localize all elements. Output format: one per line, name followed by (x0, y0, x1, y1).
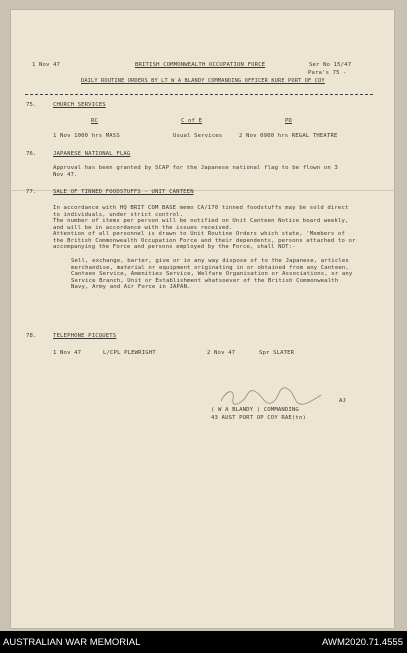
section-number: 78. (26, 333, 37, 339)
section-number: 77. (26, 189, 37, 195)
section-title: JAPANESE NATIONAL FLAG (53, 151, 131, 157)
service-pd: 2 Nov 0900 hrs REGAL THEATRE (239, 133, 338, 139)
orders-heading: DAILY ROUTINE ORDERS BY LT W A BLANDY COMMANDING OFFICER KURE PORT OF COY (81, 78, 325, 84)
header-date: 1 Nov 47 (32, 62, 61, 68)
signature-name: ( W A BLANDY ) COMMANDING (211, 407, 299, 413)
picquet-date: 2 Nov 47 (207, 350, 236, 356)
picquet-date: 1 Nov 47 (53, 350, 82, 356)
section-title: CHURCH SERVICES (53, 102, 106, 108)
column-header-pd: PD (285, 118, 293, 124)
service-c-of-e: Usual Services (173, 133, 223, 139)
section-body: In accordance with HQ BRIT COM BASE memo CA/170 tinned foodstuffs may be sold direct to individuals, under strict control. (53, 205, 349, 218)
section-body-quote: Sell, exchange, barter, give or in any way dispose of to the Japanese, articles merchandise, material or equipment originating in or obtained from any Canteen, Canteen Service, Amenities Service, Welfare Organisation or Associations, or any Service Branch, Unit or Establishment whatsoever of the British Commonwealth Navy, Army and Air Force in JAPAN. (71, 258, 353, 291)
section-number: 76. (26, 151, 37, 157)
signature-unit: 43 AUST PORT OP COY RAE(tn) (211, 415, 306, 421)
header-rule (25, 94, 373, 95)
handwritten-signature (217, 387, 327, 407)
section-body: Approval has been granted by SCAP for the Japanese national flag to be flown on 3 Nov 47. (53, 165, 338, 178)
serial-number: Ser No 15/47 (309, 62, 352, 68)
picquet-name: L/CPL PLEWRIGHT (103, 350, 156, 356)
footer-institution: AUSTRALIAN WAR MEMORIAL (3, 637, 141, 648)
section-title: SALE OF TINNED FOODSTUFFS - UNIT CANTEEN (53, 189, 194, 195)
document-page (11, 10, 394, 628)
force-title: BRITISH COMMONWEALTH OCCUPATION FORCE (135, 62, 266, 68)
section-title: TELEPHONE PICQUETS (53, 333, 117, 339)
section-number: 75. (26, 102, 37, 108)
column-header-rc: RC (91, 118, 99, 124)
section-body: The number of items per person will be notified on Unit Canteen Notice board weekly, and will be in accordance with the issues received. (53, 218, 349, 231)
paragraph-range: Para's 75 - (308, 70, 347, 76)
service-rc: 1 Nov 1000 hrs MASS (53, 133, 120, 139)
section-body: Attention of all personnel is drawn to Unit Routine Orders which state, 'Members of the British Commonwealth Occupation Force and their dependents, persons attached to or accompanying the Force and persons employed by the Force, shall NOT:- (53, 231, 356, 251)
column-header-c-of-e: C of E (181, 118, 203, 124)
archive-footer (0, 631, 407, 653)
picquet-name: Spr SLATER (259, 350, 295, 356)
footer-accession-number: AWM2020.71.4555 (322, 637, 403, 648)
end-mark: AJ (339, 398, 347, 404)
